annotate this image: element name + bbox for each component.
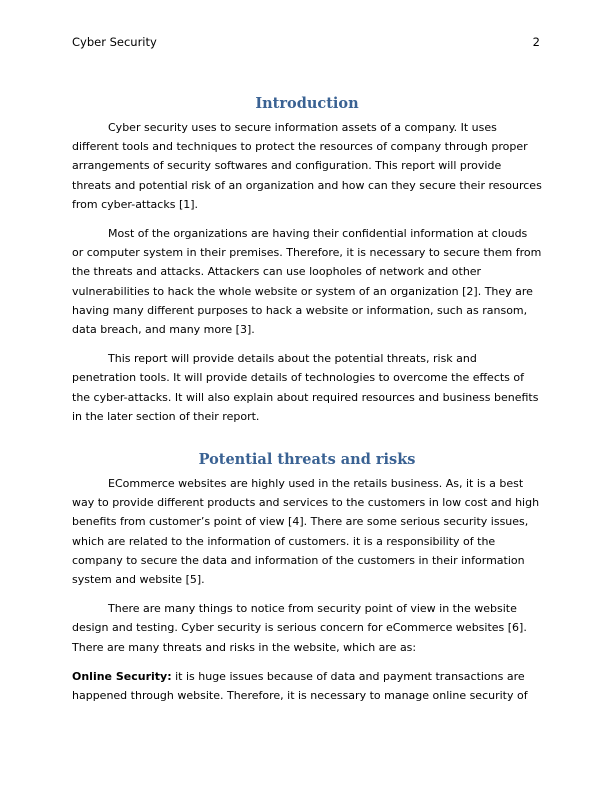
threats-heading: Potential threats and risks [198,451,416,469]
intro-paragraph-1: Cyber security uses to secure information assets of a company. It uses different tools and techniques to protect the resources of company through proper arrangements of security softwares and configuration. This report will provide threats and potential risk of an organization and how can they secure their resources from cyber-attacks [1]. [72,121,542,211]
threats-section [72,450,542,705]
online-security-label: Online Security: [72,669,172,683]
header-title: Cyber Security [72,35,157,49]
threats-paragraph-2: There are many things to notice from security point of view in the website design and testing. Cyber security is serious concern for eCommerce websites [6]. There are many threats and risks in the website, which are as: [72,602,527,654]
online-security-paragraph [72,667,542,705]
intro-paragraph-3: This report will provide details about the potential threats, risk and penetration tools. It will provide details of technologies to overcome the effects of the cyber-attacks. It will also explain about required resources and business benefits in the later section of their report. [72,352,539,423]
online-security-text: it is huge issues because of data and payment transactions are happened through website. Therefore, it is necessary to manage online security of [72,669,528,703]
page-number: 2 [532,35,540,49]
intro-paragraph-2: Most of the organizations are having their confidential information at clouds or computer system in their premises. Therefore, it is necessary to secure them from the threats and attacks. Attackers can use loopholes of network and other vulnerabilities to hack the whole website or system of an organization [2]. They are having many different purposes to hack a website or information, such as ransom, data breach, and many more [3]. [72,227,542,337]
introduction-heading: Introduction [255,95,359,112]
threats-paragraph-1: ECommerce websites are highly used in the retails business. As, it is a best way to provide different products and services to the customers in low cost and high benefits from customer’s point of view [4]. There are some serious security issues, which are related to the information of customers. it is a responsibility of the company to secure the data and information of the customers in their information system and website [5]. [72,477,540,587]
document-body [72,94,542,715]
introduction-section [72,94,542,426]
